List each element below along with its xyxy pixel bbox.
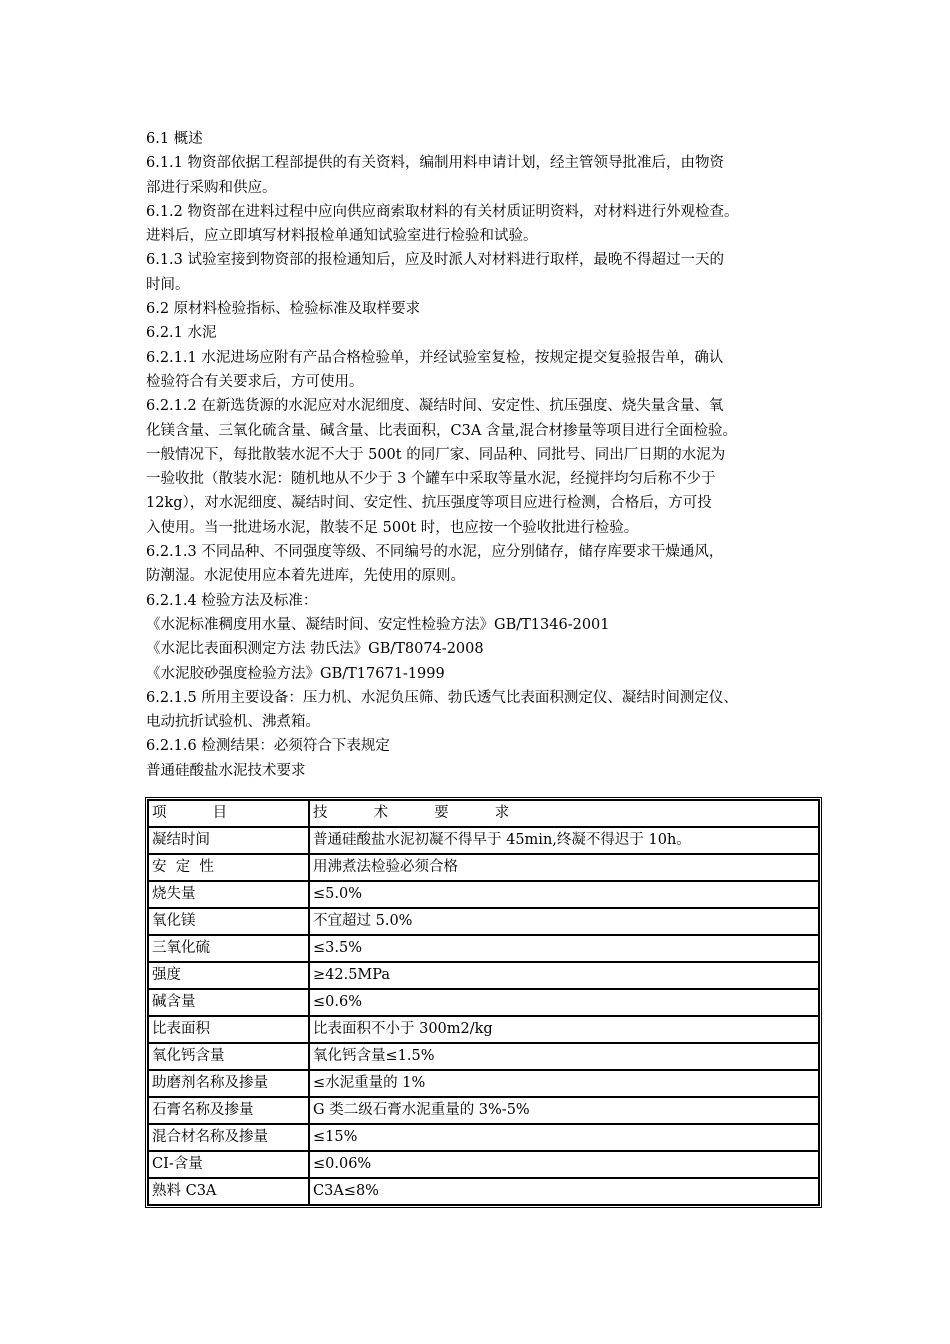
- table-row: [148, 1097, 819, 1124]
- table-row: [148, 989, 819, 1016]
- section-heading: 6.1 概述: [146, 131, 203, 147]
- table-row: [148, 1178, 819, 1205]
- paragraph-line: 6.2.1.6 检测结果：必须符合下表规定: [146, 738, 390, 755]
- section-heading: 6.2 原材料检验指标、检验标准及取样要求: [146, 301, 421, 318]
- table-cell-item: CI-含量: [148, 1151, 309, 1178]
- paragraph-line: 入使用。当一批进场水泥，散装不足 500t 时，也应按一个验收批进行检验。: [146, 519, 639, 536]
- table-header-row: [148, 800, 819, 827]
- table-cell-requirement: 普通硅酸盐水泥初凝不得早于 45min,终凝不得迟于 10h。: [309, 827, 819, 854]
- paragraph-line: 化镁含量、三氧化硫含量、碱含量、比表面积，C3A 含量,混合材掺量等项目进行全面检验。: [146, 422, 738, 439]
- paragraph-line: 6.2.1.2 在新选货源的水泥应对水泥细度、凝结时间、安定性、抗压强度、烧失量含量、氧: [146, 398, 724, 415]
- table-cell-item: 凝结时间: [148, 827, 309, 854]
- table-row: [148, 1124, 819, 1151]
- paragraph-line: 12kg），对水泥细度、凝结时间、安定性、抗压强度等项目应进行检测，合格后，方可投: [146, 495, 712, 512]
- header-cell-item: 项 目: [148, 800, 309, 827]
- table-cell-requirement: 比表面积不小于 300m2/kg: [309, 1016, 819, 1043]
- paragraph-line: 部进行采购和供应。: [146, 179, 277, 196]
- document-body: [146, 127, 826, 783]
- table-cell-requirement: ≤水泥重量的 1%: [309, 1070, 819, 1097]
- table-cell-item: 安 定 性: [148, 854, 309, 881]
- table-cell-requirement: ≤15%: [309, 1124, 819, 1151]
- table-row: [148, 854, 819, 881]
- header-cell-requirement: 技 术 要 求: [309, 800, 819, 827]
- paragraph-line: 6.1.3 试验室接到物资部的报检通知后，应及时派人对材料进行取样，最晚不得超过一天的: [146, 252, 724, 269]
- table-row: [148, 935, 819, 962]
- table-cell-requirement: 氧化钙含量≤1.5%: [309, 1043, 819, 1070]
- table-cell-requirement: ≤0.06%: [309, 1151, 819, 1178]
- paragraph-line: 6.1.2 物资部在进料过程中应向供应商索取材料的有关材质证明资料，对材料进行外观检查。: [146, 203, 739, 220]
- table-cell-requirement: ≤5.0%: [309, 881, 819, 908]
- table-row: [148, 1016, 819, 1043]
- table-cell-item: 熟料 C3A: [148, 1178, 309, 1205]
- table-row: [148, 962, 819, 989]
- table-cell-requirement: ≥42.5MPa: [309, 962, 819, 989]
- paragraph-line: 6.2.1.4 检验方法及标准：: [146, 592, 318, 609]
- table-cell-item: 混合材名称及掺量: [148, 1124, 309, 1151]
- paragraph-line: 时间。: [146, 276, 190, 293]
- table-cell-item: 强度: [148, 962, 309, 989]
- paragraph-line: 6.2.1.1 水泥进场应附有产品合格检验单，并经试验室复检，按规定提交复验报告单，确认: [146, 349, 724, 366]
- paragraph-line: 检验符合有关要求后，方可使用。: [146, 373, 364, 390]
- paragraph-line: 电动抗折试验机、沸煮箱。: [146, 714, 320, 731]
- section-heading: 6.2.1 水泥: [146, 325, 217, 342]
- table-cell-item: 石膏名称及掺量: [148, 1097, 309, 1124]
- table-cell-item: 碱含量: [148, 989, 309, 1016]
- table-row: [148, 1070, 819, 1097]
- standard-reference: 《水泥标准稠度用水量、凝结时间、安定性检验方法》GB/T1346-2001: [146, 616, 610, 633]
- table-cell-item: 助磨剂名称及掺量: [148, 1070, 309, 1097]
- table-cell-item: 比表面积: [148, 1016, 309, 1043]
- table-caption: 普通硅酸盐水泥技术要求: [146, 762, 306, 779]
- table-cell-item: 烧失量: [148, 881, 309, 908]
- table-row: [148, 1151, 819, 1178]
- paragraph-line: 6.2.1.5 所用主要设备：压力机、水泥负压筛、勃氏透气比表面积测定仪、凝结时间测定仪、: [146, 689, 738, 706]
- paragraph-line: 一般情况下，每批散装水泥不大于 500t 的同厂家、同品种、同批号、同出厂日期的水泥为: [146, 446, 726, 463]
- paragraph-line: 6.2.1.3 不同品种、不同强度等级、不同编号的水泥，应分别储存，储存库要求干燥通风，: [146, 544, 724, 561]
- standard-reference: 《水泥胶砂强度检验方法》GB/T17671-1999: [146, 665, 445, 682]
- table-cell-requirement: ≤3.5%: [309, 935, 819, 962]
- table-cell-item: 氧化钙含量: [148, 1043, 309, 1070]
- standard-reference: 《水泥比表面积测定方法 勃氏法》GB/T8074-2008: [146, 641, 484, 658]
- table-row: [148, 827, 819, 854]
- table-cell-requirement: 用沸煮法检验必须合格: [309, 854, 819, 881]
- paragraph-line: 防潮湿。水泥使用应本着先进库，先使用的原则。: [146, 568, 465, 585]
- paragraph-line: 进料后，应立即填写材料报检单通知试验室进行检验和试验。: [146, 228, 538, 245]
- cement-spec-table: [145, 797, 822, 1208]
- table-cell-requirement: G 类二级石膏水泥重量的 3%-5%: [309, 1097, 819, 1124]
- table-cell-requirement: ≤0.6%: [309, 989, 819, 1016]
- paragraph-line: 6.1.1 物资部依据工程部提供的有关资料，编制用料申请计划，经主管领导批准后，由物资: [146, 155, 724, 172]
- table-cell-item: 氧化镁: [148, 908, 309, 935]
- table-cell-requirement: 不宜超过 5.0%: [309, 908, 819, 935]
- table-row: [148, 881, 819, 908]
- table-cell-requirement: C3A≤8%: [309, 1178, 819, 1205]
- table-cell-item: 三氧化硫: [148, 935, 309, 962]
- table-row: [148, 1043, 819, 1070]
- table-row: [148, 908, 819, 935]
- paragraph-line: 一验收批（散装水泥：随机地从不少于 3 个罐车中采取等量水泥，经搅拌均匀后称不少于: [146, 471, 716, 488]
